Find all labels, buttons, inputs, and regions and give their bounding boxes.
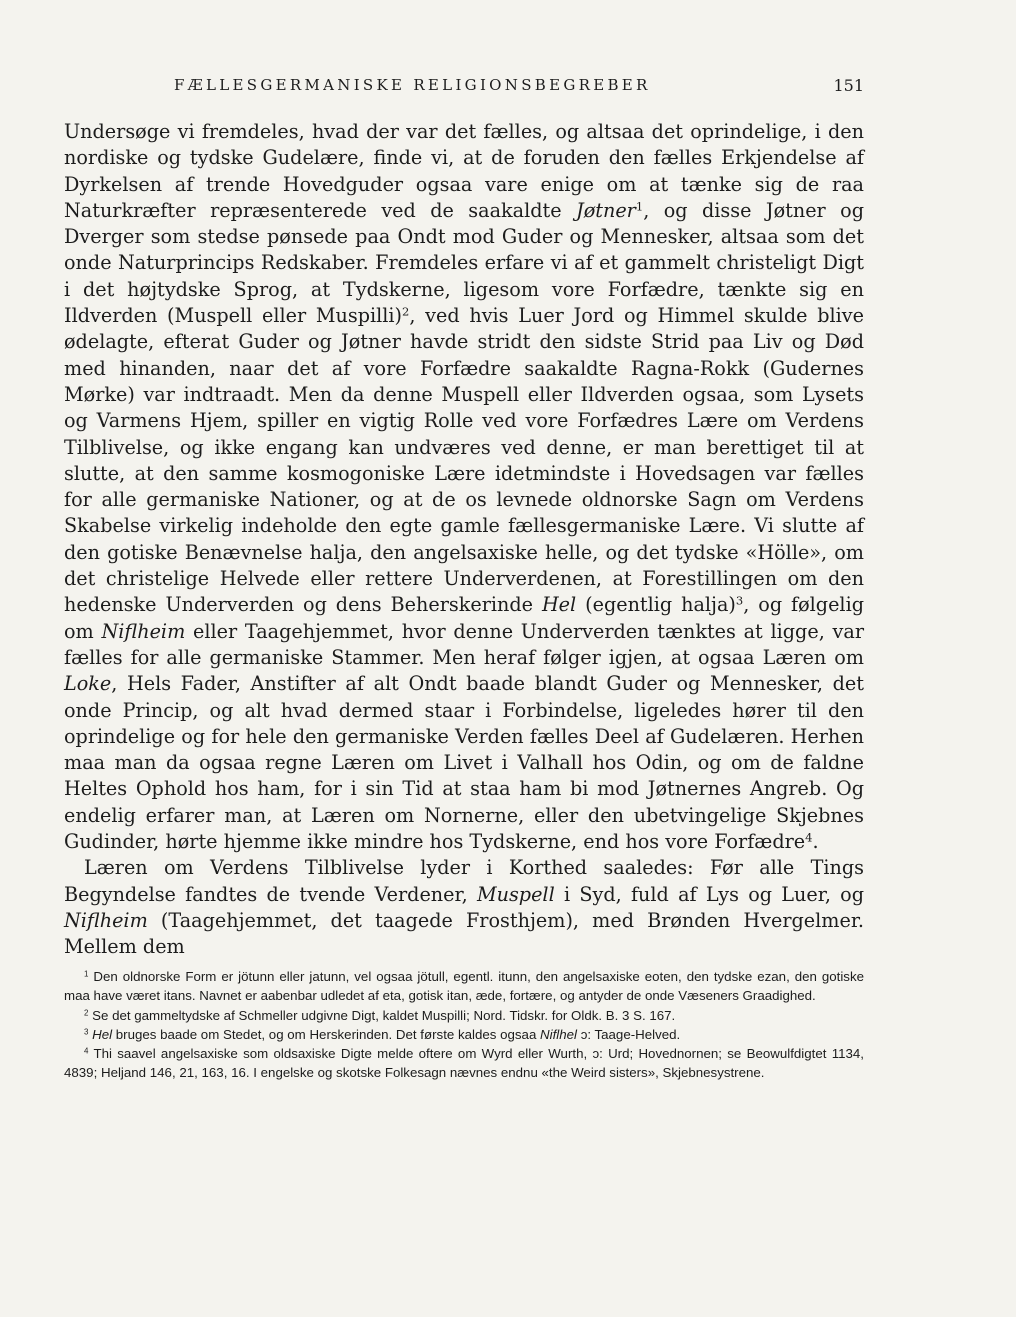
body-text: [64, 119, 864, 961]
running-title: FÆLLESGERMANISKE RELIGIONSBEGREBER: [174, 76, 651, 94]
page-header: [64, 76, 864, 98]
text-run: , og disse Jøtner og Dverger som stedse pønsede paa Ondt mod Guder og Mennesker, altsaa som det onde Naturprincips Redskaber. Fremdeles erfare vi af et gammelt christeligt Digt i det højtydske Sprog, at Tydskerne, ligesom vore Forfædre, tænkte sig en Ildverden (Muspell eller Muspilli): [64, 198, 864, 328]
text-run: , Hels Fader, Anstifter af alt Ondt baade blandt Guder og Mennesker, det onde Princip, og alt hvad dermed staar i Forbindelse, ligeledes hører til den oprindelige og for hele den germaniske Verden fælles Deel af Gudelæren. Herhen maa man da ogsaa regne Læren om Livet i Valhall hos Odin, og om de faldne Heltes Ophold hos ham, for i sin Tid at staa ham bi mod Jøtnernes Angreb. Og endelig erfarer man, at Læren om Nornerne, eller den ubetvingelige Skjebnes Gudinder, hørte hjemme ikke mindre hos Tydskerne, end hos vore Forfædre: [64, 672, 864, 854]
footnote-mark: 4: [84, 1046, 89, 1056]
term-niflheim: Niflheim: [64, 908, 148, 932]
text-run: (Taagehjemmet, det taagede Frosthjem), med Brønden Hvergelmer. Mellem dem: [64, 908, 864, 959]
footnote-ref-3: 3: [735, 594, 744, 609]
term-hel: Hel: [541, 593, 577, 617]
footnote-3: [64, 1025, 864, 1044]
text-run: .: [812, 830, 819, 854]
text-run: eller Taagehjemmet, hvor denne Underverden tænktes at ligge, var fælles for alle germaniske Stammer. Men heraf følger igjen, at ogsaa Læren om: [64, 619, 864, 669]
footnote-ref-1: 1: [635, 199, 644, 214]
text-run: i Syd, fuld af Lys og Luer, og: [554, 882, 864, 906]
footnote-text: bruges baade om Stedet, og om Herskerinden. Det første kaldes ogsaa: [112, 1026, 541, 1042]
footnote-2: [64, 1006, 864, 1025]
footnote-mark: 3: [84, 1027, 89, 1037]
text-run: , ved hvis Luer Jord og Himmel skulde blive ødelagte, efterat Guder og Jøtner havde stridt den sidste Strid paa Liv og Død med hinanden, naar det af vore Forfædre saakaldte Ragna-Rokk (Gudernes Mørke) var indtraadt. Men da denne Muspell eller Ildverden ogsaa, som Lysets og Varmens Hjem, spiller en vigtig Rolle ved vore Forfædres Lære om Verdens Tilblivelse, og ikke engang kan undværes ved denne, er man berettiget til at slutte, at den samme kosmogoniske Lære idetmindste i Hovedsagen var fælles for alle germaniske Nationer, og at de os levnede oldnorske Sagn om Verdens Skabelse virkelig indeholde den egte gamle fællesgermaniske Lære. Vi slutte af den gotiske Benævnelse halja, den angelsaxiske helle, og det tydske «Hölle», om det christelige Helvede eller rettere Underverdenen, at Forestillingen om den hedenske Underverden og dens Beherskerinde: [64, 304, 864, 617]
footnote-1: [64, 967, 864, 1006]
term-muspell: Muspell: [476, 882, 555, 906]
paragraph-2: [64, 855, 864, 960]
footnote-ref-2: 2: [402, 304, 410, 319]
footnote-mark: 2: [84, 1008, 89, 1018]
footnote-term-niflhel: Niflhel: [540, 1026, 577, 1042]
term-jotner: Jøtner: [576, 198, 636, 222]
text-run: Undersøge vi fremdeles, hvad der var det fælles, og altsaa det oprindelige, i den nordiske og tydske Gudelære, finde vi, at de foruden den fælles Erkjendelse af Dyrkelsen af trende Hovedguder ogsaa vare enige om at tænke sig de raa Naturkræfter repræsenterede ved de saakaldte: [64, 120, 864, 222]
footnote-text: Se det gammeltydske af Schmeller udgivne Digt, kaldet Muspilli; Nord. Tidskr. for Oldk. B. 3 S. 167.: [88, 1007, 676, 1023]
footnote-text: ɔ: Taage-Helved.: [577, 1026, 681, 1042]
text-run: Læren om Verdens Tilblivelse lyder i Korthed saaledes: Før alle Tings Begyndelse fandtes de tvende Verdener,: [64, 856, 864, 906]
term-loke: Loke: [64, 672, 112, 696]
text-run: , og følgelig om: [64, 593, 864, 643]
footnote-ref-4: 4: [805, 830, 813, 845]
page-number: 151: [833, 76, 864, 95]
footnote-text: Den oldnorske Form er jötunn eller jatunn, vel ogsaa jötull, egentl. itunn, den angelsaxiske eoten, den tydske ezan, den gotiske maa have været itans. Navnet er aabenbar udledet af eta, gotisk itan, æde, fortære, og antyder de onde Væseners Graadighed.: [64, 969, 864, 1004]
footnote-text: Thi saavel angelsaxiske som oldsaxiske Digte melde oftere om Wyrd eller Wurth, ɔ: Urd; Hovednornen; se Beowulfdigtet 1134, 4839; Heljand 146, 21, 163, 16. I engelske og skotske Folkesagn nævnes endnu «the Weird sisters», Skjebnesystrene.: [64, 1046, 864, 1081]
footnote-term-hel: Hel: [92, 1026, 113, 1042]
paragraph-1: [64, 119, 864, 855]
footnotes: [64, 967, 864, 1083]
text-run: (egentlig halja): [576, 593, 736, 617]
term-niflheim: Niflheim: [101, 619, 186, 643]
footnote-4: [64, 1044, 864, 1083]
footnote-mark: 1: [84, 969, 89, 979]
